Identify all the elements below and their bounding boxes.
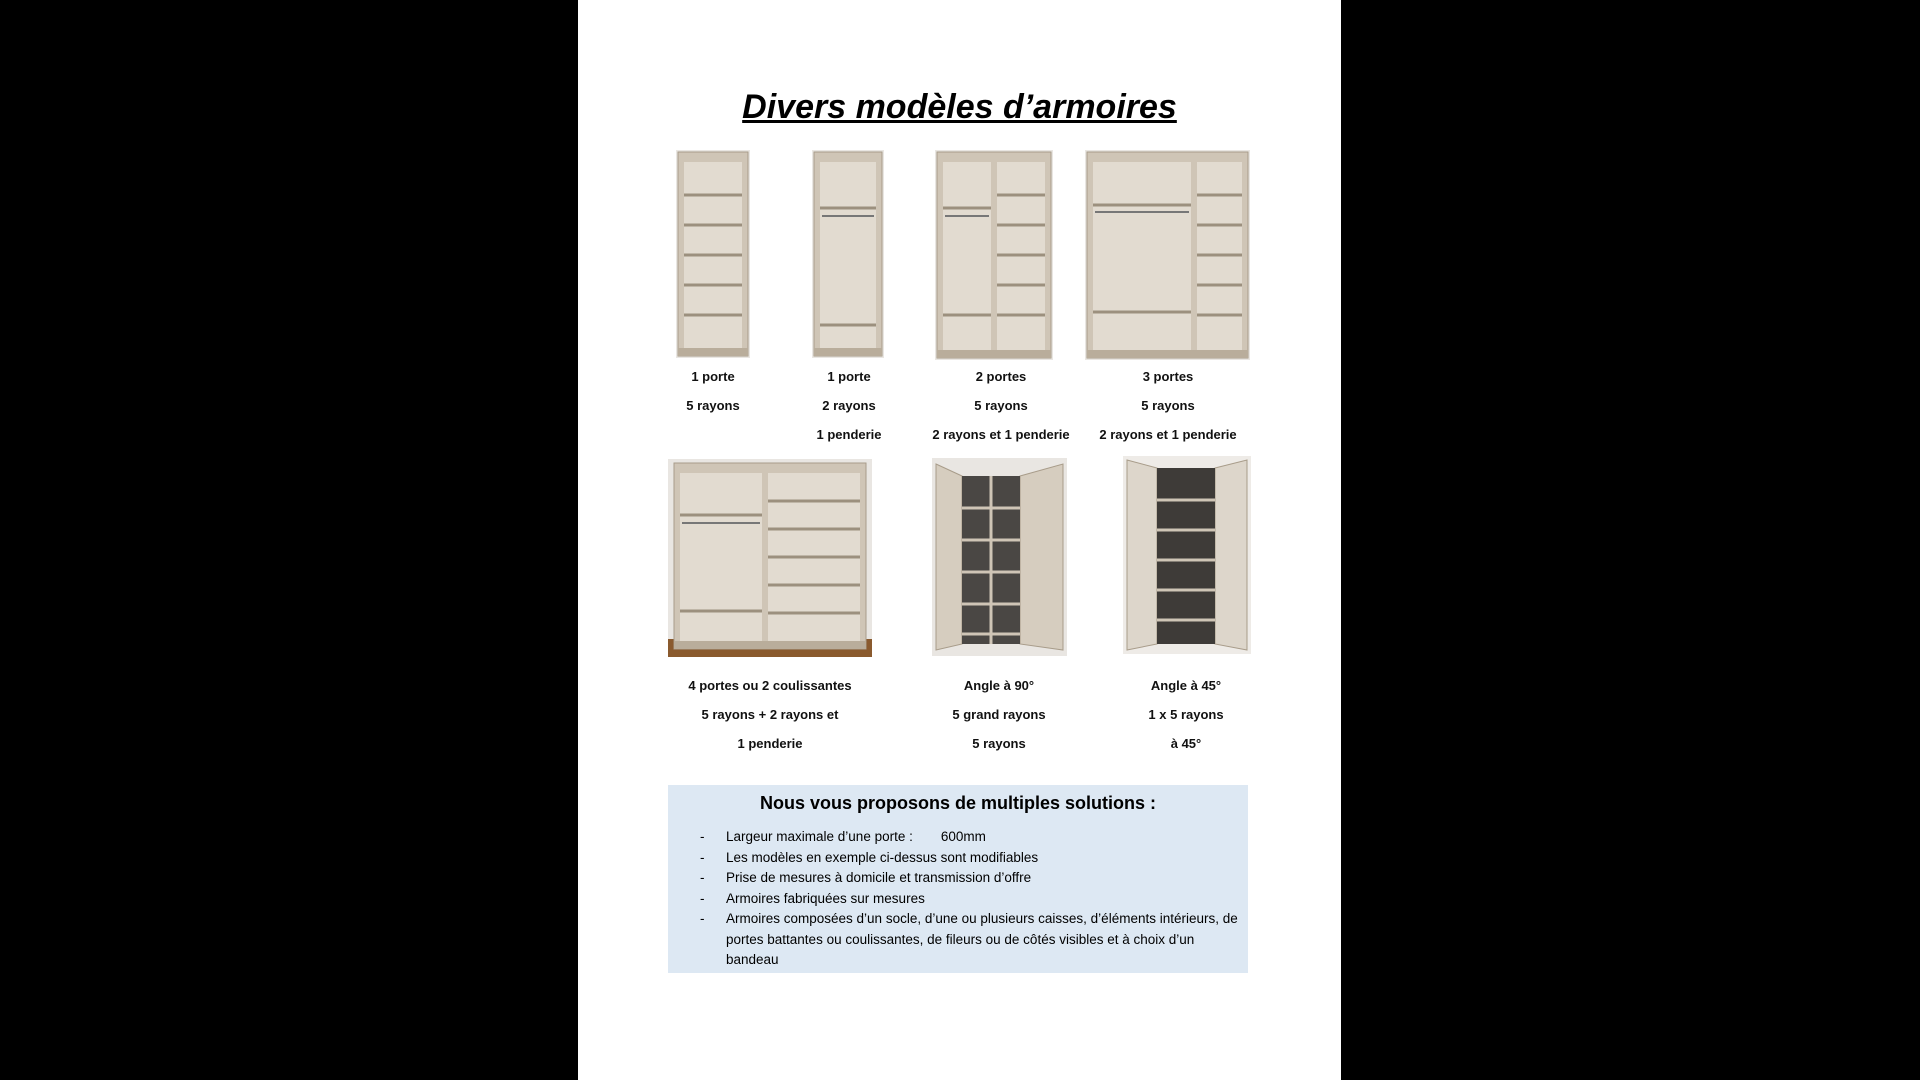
caption-line: 1 penderie: [816, 427, 882, 442]
list-item: [700, 827, 1240, 848]
wardrobe-photo-5: [668, 459, 872, 657]
list-item-label: Largeur maximale d’une porte :: [726, 829, 913, 844]
solutions-box: [668, 785, 1248, 973]
list-item-value: 600mm: [940, 829, 986, 844]
caption-line: 5 rayons: [686, 398, 740, 413]
list-item-label: Armoires composées d’un socle, d’une ou plusieurs caisses, d’éléments intérieurs, de portes battantes ou coulissantes, de fileurs ou de côtés visibles et à choix d’un bandeau: [726, 911, 1238, 967]
caption-line: 1 penderie: [737, 736, 803, 751]
model-caption-4: [1083, 362, 1253, 449]
caption-line: 1 x 5 rayons: [1148, 707, 1224, 722]
caption-line: Angle à 45°: [1150, 678, 1222, 693]
wardrobe-photo-3: [935, 150, 1053, 360]
wardrobe-photo-4: [1085, 150, 1250, 360]
model-caption-2: [774, 362, 924, 449]
caption-line: Angle à 90°: [963, 678, 1035, 693]
caption-line: 5 rayons: [1141, 398, 1195, 413]
list-item-label: Prise de mesures à domicile et transmission d’offre: [726, 870, 1032, 885]
list-item-label: Armoires fabriquées sur mesures: [726, 890, 925, 906]
model-caption-5: [660, 671, 880, 758]
model-caption-7: [1111, 671, 1261, 758]
wardrobe-photo-1: [676, 150, 750, 358]
list-item: [700, 889, 1240, 910]
caption-line: 5 rayons + 2 rayons et: [701, 707, 839, 722]
caption-line: 1 porte: [827, 369, 871, 384]
wardrobe-photo-7: [1123, 456, 1251, 654]
list-item: [700, 909, 1240, 971]
caption-line: 3 portes: [1142, 369, 1194, 384]
caption-line: 4 portes ou 2 coulissantes: [688, 678, 852, 693]
solutions-heading: Nous vous proposons de multiples solutions :: [759, 793, 1157, 813]
caption-line: à 45°: [1170, 736, 1202, 751]
model-caption-3: [916, 362, 1086, 449]
document-page: [578, 0, 1341, 1080]
wardrobe-photo-6: [932, 458, 1067, 656]
model-caption-1: [638, 362, 788, 420]
caption-line: 1 porte: [691, 369, 735, 384]
list-item: [700, 868, 1240, 889]
list-item-label: Les modèles en exemple ci-dessus sont modifiables: [726, 849, 1039, 865]
caption-line: 2 rayons et 1 penderie: [1099, 427, 1237, 442]
list-item: [700, 848, 1240, 869]
caption-line: 5 grand rayons: [952, 707, 1046, 722]
model-caption-6: [924, 671, 1074, 758]
caption-line: 5 rayons: [974, 398, 1028, 413]
wardrobe-photo-2: [812, 150, 884, 358]
caption-line: 2 rayons et 1 penderie: [932, 427, 1070, 442]
caption-line: 5 rayons: [972, 736, 1026, 751]
solutions-list: [700, 827, 1240, 971]
page-title: Divers modèles d’armoires: [742, 88, 1177, 126]
caption-line: 2 rayons: [822, 398, 876, 413]
caption-line: 2 portes: [975, 369, 1027, 384]
